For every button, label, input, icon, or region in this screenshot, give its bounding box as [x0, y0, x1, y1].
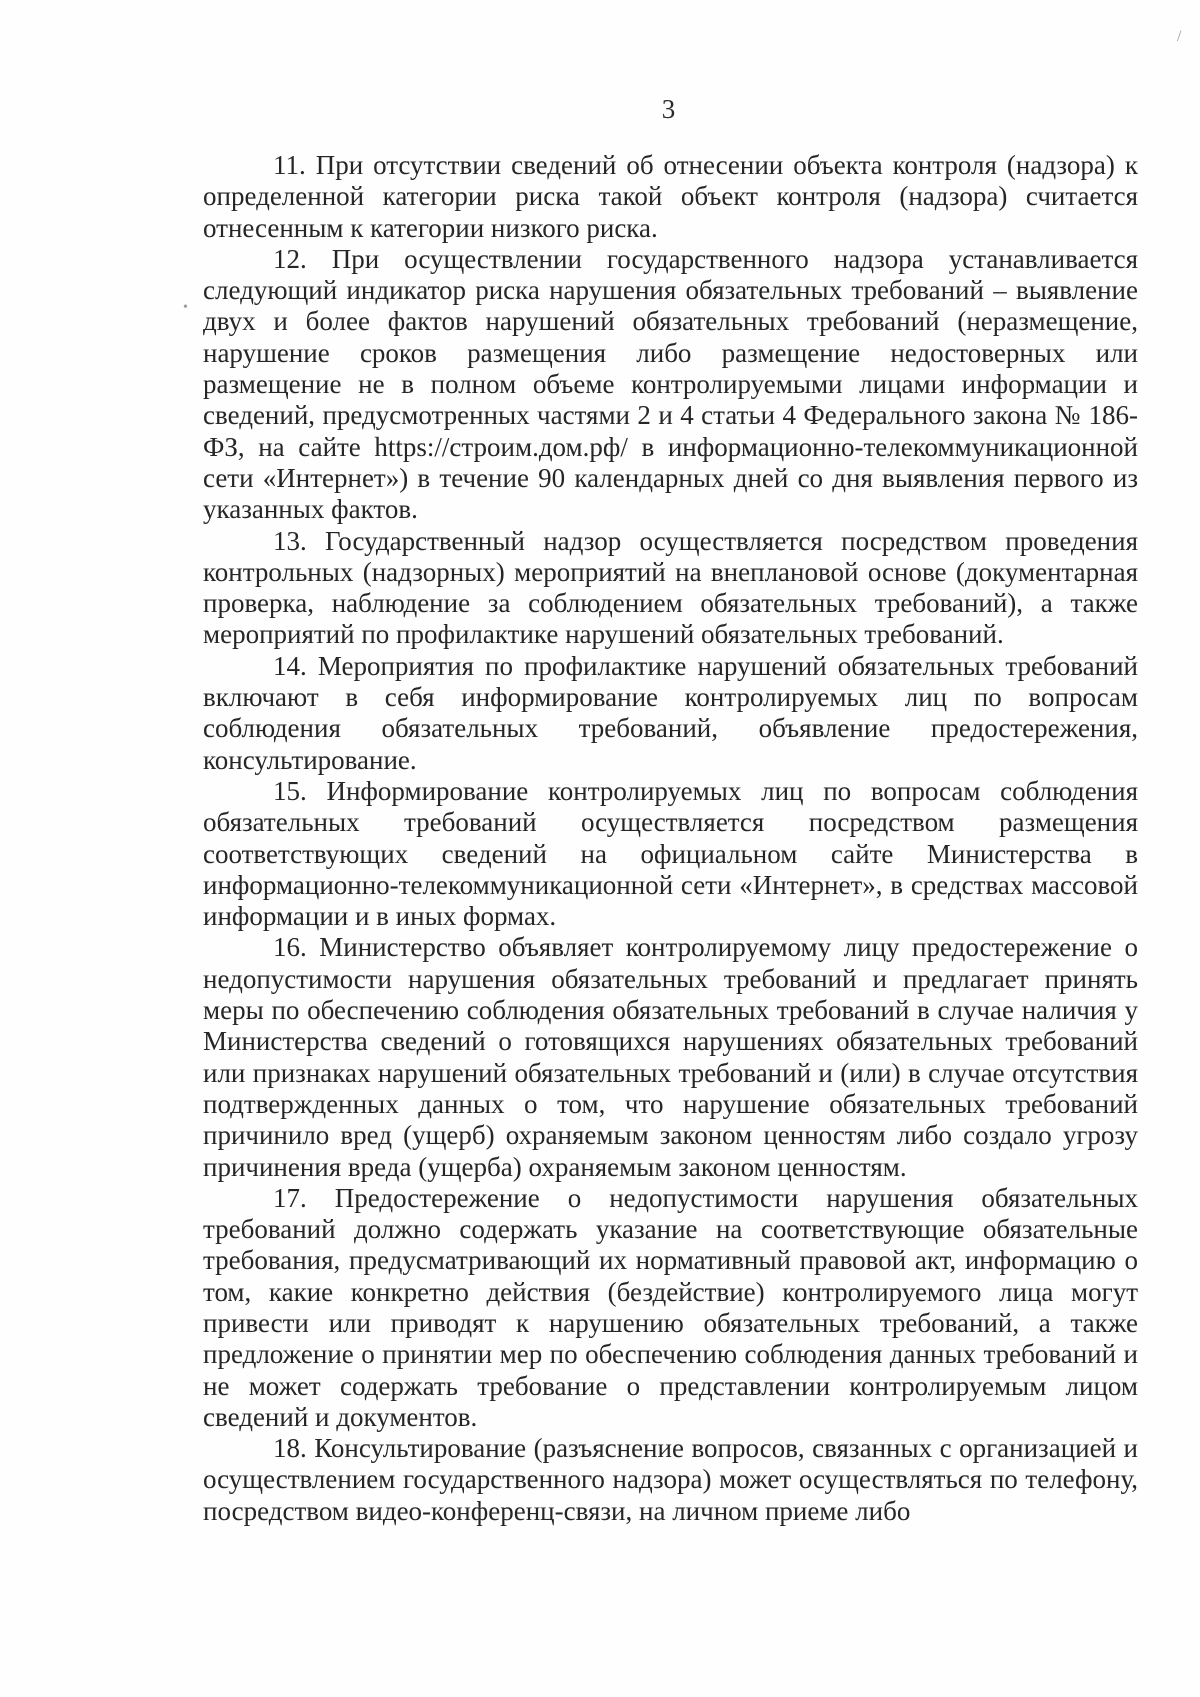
page-number: 3 — [661, 94, 676, 124]
paragraph-16: 16. Министерство объявляет контролируемому лицу предостережение о недопустимости нарушения обязательных требований и предлагает принять меры по обеспечению соблюдения обязательных требований в случае наличия у Министерства сведений о готовящихся нарушениях обязательных требований или признаках нарушений обязательных требований и (или) в случае отсутствия подтвержденных данных о том, что нарушение обязательных требований причинило вред (ущерб) охраняемым законом ценностям либо создало угрозу причинения вреда (ущерба) охраняемым законом ценностям. — [203, 932, 1138, 1182]
paragraph-12: 12. При осуществлении государственного надзора устанавливается следующий индикатор риска нарушения обязательных требований – выявление двух и более фактов нарушений обязательных требований (неразмещение, нарушение сроков размещения либо размещение недостоверных или размещение не в полном объеме контролируемыми лицами информации и сведений, предусмотренных частями 2 и 4 статьи 4 Федерального закона № 186-ФЗ, на сайте https://строим.дом.рф/ в информационно-телекоммуникационной сети «Интернет») в течение 90 календарных дней со дня выявления первого из указанных фактов. — [203, 243, 1138, 525]
paragraph-11: 11. При отсутствии сведений об отнесении объекта контроля (надзора) к определенной категории риска такой объект контроля (надзора) считается отнесенным к категории низкого риска. — [203, 150, 1138, 243]
paragraph-14: 14. Мероприятия по профилактике нарушений обязательных требований включают в себя информирование контролируемых лиц по вопросам соблюдения обязательных требований, объявление предостережения, консультирование. — [203, 650, 1138, 775]
paragraph-17: 17. Предостережение о недопустимости нарушения обязательных требований должно содержать указание на соответствующие обязательные требования, предусматривающий их нормативный правовой акт, информацию о том, какие конкретно действия (бездействие) контролируемого лица могут привести или приводят к нарушению обязательных требований, а также предложение о принятии мер по обеспечению соблюдения данных требований и не может содержать требование о представлении контролируемым лицом сведений и документов. — [203, 1182, 1138, 1432]
paragraph-18: 18. Консультирование (разъяснение вопросов, связанных с организацией и осуществлением государственного надзора) может осуществляться по телефону, посредством видео-конференц-связи, на личном приеме либо — [203, 1433, 1138, 1526]
paragraph-15: 15. Информирование контролируемых лиц по вопросам соблюдения обязательных требований осуществляется посредством размещения соответствующих сведений на официальном сайте Министерства в информационно-телекоммуникационной сети «Интернет», в средствах массовой информации и в иных формах. — [203, 775, 1138, 932]
document-body — [203, 150, 1138, 1527]
scan-speck: • — [183, 300, 188, 315]
scan-speck: / — [1177, 28, 1182, 45]
paragraph-13: 13. Государственный надзор осуществляется посредством проведения контрольных (надзорных) мероприятий на внеплановой основе (документарная проверка, наблюдение за соблюдением обязательных требований), а также мероприятий по профилактике нарушений обязательных требований. — [203, 525, 1138, 650]
